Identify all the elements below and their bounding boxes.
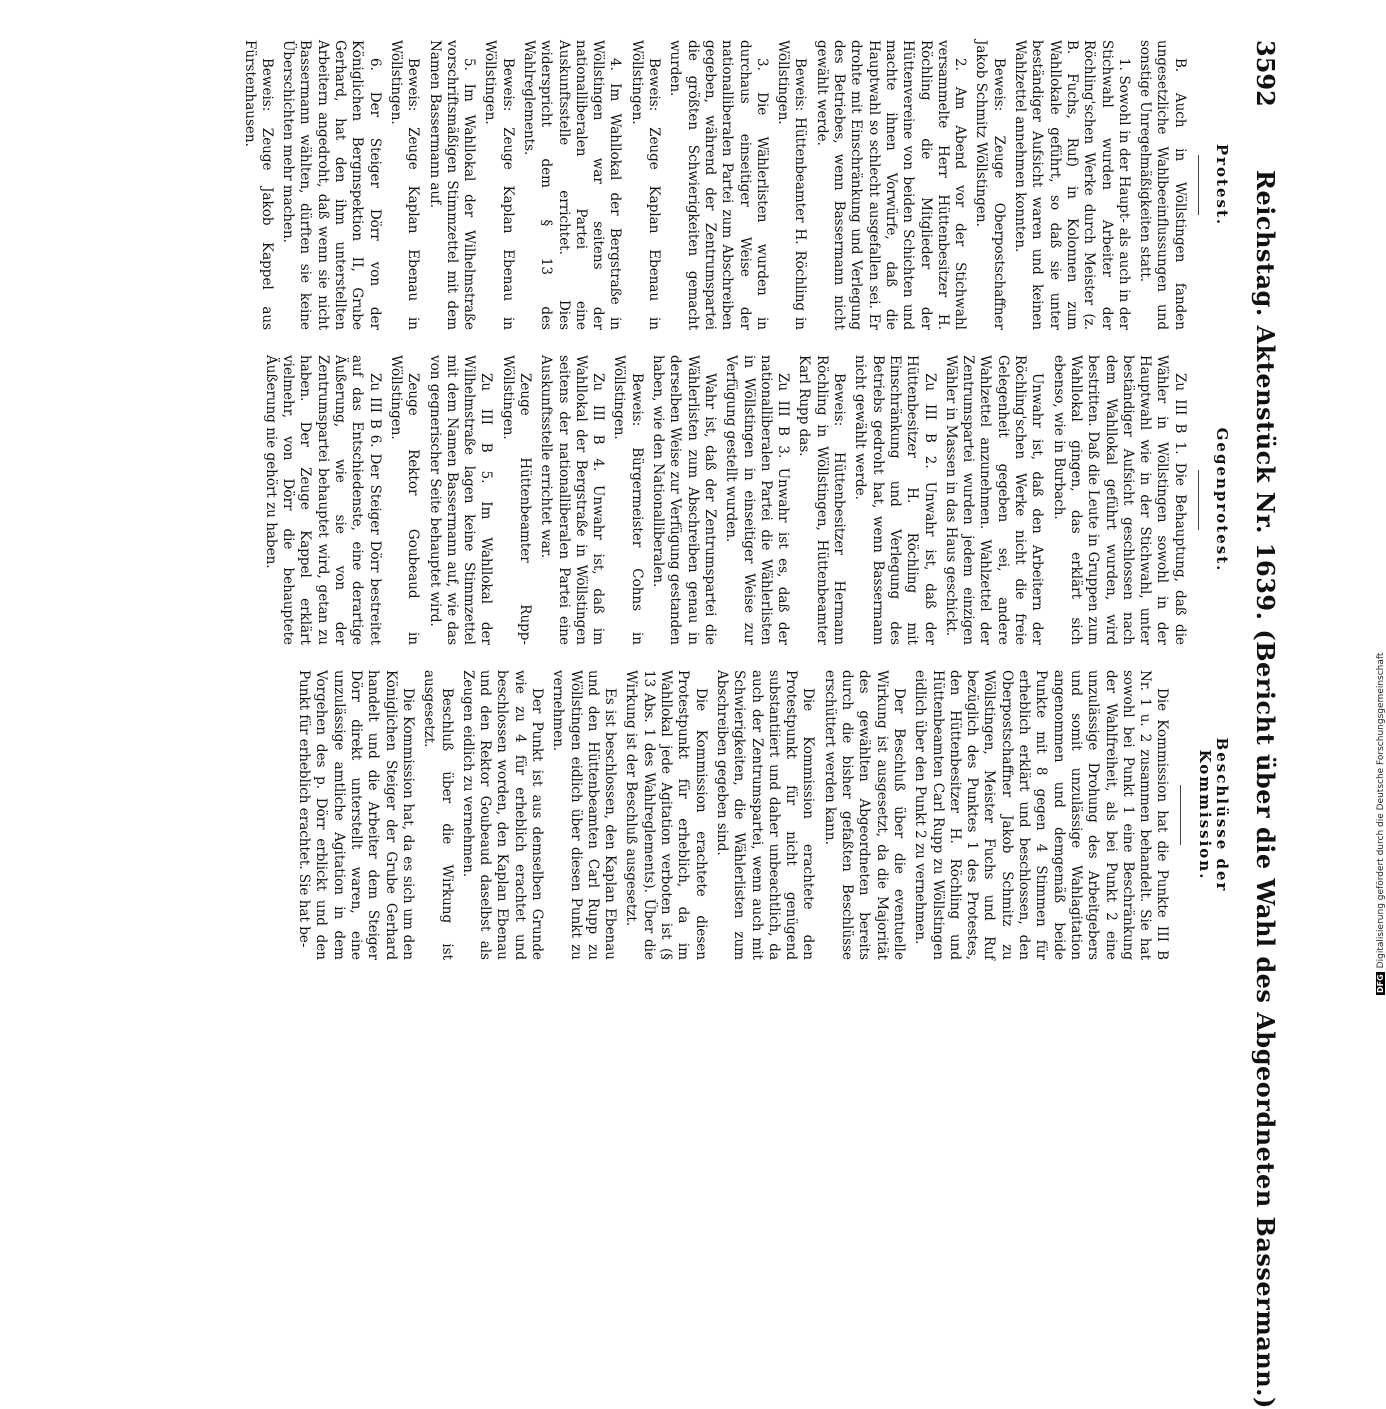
paragraph: Der Beschluß über die eventuelle Wirkung ist ausgesetzt, da die Majorität des gewählten Abgeordneten bereits durch die bisher gefaßten Beschlüsse erschüttert werden kann.: [821, 670, 907, 960]
dfg-logo: DFG: [1376, 974, 1385, 993]
paragraph: Die Kommission erachtete den Protestpunkt für nicht genügend substantiiert und daher unbeachtlich, da auch der Zentrumspartei, wenn auch mit Schwierigkeiten, die Wählerlisten zum Abschreiben gegeben sind.: [713, 670, 817, 960]
gegenprotest-body: [262, 355, 1188, 645]
protest-body: [240, 40, 1187, 330]
paragraph: Zu III B 5. Im Wahllokal der Wilhelmstraße lagen keine Stimmzettel mit dem Namen Bassermann auf, wie das von gegnerischer Seite behauptet wird.: [426, 355, 495, 645]
paragraph: Die Kommission erachtete diesen Protestpunkt für erheblich, da im Wahllokal jede Agitation verboten ist (§ 13 Abs. 1 des Wahlreglements). Über die Wirkung ist der Beschluß ausgesetzt.: [623, 670, 709, 960]
paragraph: Beweis: Zeuge Kaplan Ebenau in Wöllstingen.: [482, 40, 516, 330]
paragraph: Die Kommission hat, da es sich um den Königlichen Steiger der Grube Gerhard handelt und die Arbeiter dem Steiger Dörr direkt unterstellt waren, eine unzulässige amtliche Agitation in dem Vorgehen des p. Dörr erblickt und den Punkt für erheblich erachtet. Sie hat be-: [296, 670, 416, 960]
paragraph: Unwahr ist, daß den Arbeitern der Röchling'schen Werke nicht die freie Gelegenheit gegeben sei, andere Wahlzettel anzunehmen. Wahlzettel der Zentrumspartei wurden jedem einzigen Wähler in Massen in das Haus geschickt.: [942, 355, 1046, 645]
funding-footer: [1376, 653, 1386, 995]
paragraph: Zeuge Rektor Goubeaud in Wöllstingen.: [387, 355, 422, 645]
paragraph: Die Kommission hat die Punkte III B Nr. 1 u. 2 zusammen behandelt. Sie hat sowohl bei Punkt 1 eine Beschränkung der Wahlfreiheit, als bei Punkt 2 eine unzulässige Drohung des Arbeitgebers und somit unzulässige Wahlagitation angenommen und demgemäß beide Punkte mit 8 gegen 4 Stimmen für erheblich erklärt und beschlossen, den Oberpostschaffner Jakob Schmitz zu Wöllstingen, Meister Fuchs und Ruf bezüglich des Punktes 1 des Protestes, den Hüttenbesitzer H. Röchling und Hüttenbeamten Carl Rupp zu Wöllstingen eidlich über den Punkt 2 zu vernehmen.: [912, 670, 1171, 960]
paragraph: Beweis: Zeuge Oberpostschaffner Jakob Schmitz Wöllstingen.: [973, 40, 1007, 330]
paragraph: Es ist beschlossen, den Kaplan Ebenau und den Hüttenbeamten Carl Rupp zu Wöllstingen eidlich über diesen Punkt zu vernehmen.: [550, 670, 619, 960]
paragraph: Beweis: Bürgermeister Cohns in Wöllstingen.: [611, 355, 645, 645]
paragraph: Zu III B 1. Die Behauptung, daß die Wähler in Wöllstingen sowohl in der Hauptwahl wie in der Stichwahl, unter beständiger Aufsicht geschlossen nach dem Wahllokal geführt wurden, wird bestritten. Daß die Leute in Gruppen zum Wahllokal gingen, das erklärt sich ebenso, wie in Burbach.: [1050, 355, 1188, 645]
paragraph: Wahr ist, daß der Zentrumspartei die Wählerlisten zum Abschreiben genau in derselben Weise zur Verfügung gestanden haben, wie den Nationalliberalen.: [650, 355, 718, 645]
gegenprotest-column: [258, 355, 1230, 645]
paragraph: B. Auch in Wöllstingen fanden ungesetzliche Wahlbeeinflussungen und sonstige Unregelmäßigkeiten statt.: [1137, 40, 1188, 330]
heading-rule: [1198, 155, 1199, 215]
page-title: Reichstag. Aktenstück Nr. 1639. (Bericht über die Wahl des Abgeordneten Bassermann.): [1251, 170, 1280, 1409]
paragraph: 3. Die Wählerlisten wurden in durchaus einseitiger Weise der nationalliberalen Partei zum Abschreiben gegeben, während der Zentrumspartei die größten Schwierigkeiten gemacht wurden.: [667, 40, 770, 330]
paragraph: 4. Im Wahllokal der Bergstraße in Wöllstingen war seitens der nationalliberalen Partei eine Auskunftsstelle errichtet. Dies widerspricht dem § 13 des Wahlreglements.: [521, 40, 624, 330]
page-number: 3592: [1251, 40, 1280, 107]
paragraph: Zeuge Hüttenbeamter Rupp-Wöllstingen.: [499, 355, 534, 645]
protest-heading: Protest.: [1213, 143, 1231, 227]
heading-rule: [1198, 470, 1199, 530]
paragraph: Beweis: Hüttenbesitzer Hermann Röchling in Wöllstingen, Hüttenbeamter Karl Rupp das.: [796, 355, 848, 645]
paragraph: Zu III B 2. Unwahr ist, daß der Hüttenbesitzer H. Röchling mit Einschränkung und Verlegung des Betriebs gedroht hat, wenn Bassermann nicht gewählt werde.: [852, 355, 938, 645]
paragraph: Beweis: Zeuge Jakob Kappel aus Fürstenhausen.: [241, 40, 275, 330]
paragraph: 1. Sowohl in der Haupt- als auch in der Stichwahl wurden Arbeiter der Röchling'schen Werke durch Meister (z. B. Fuchs, Ruf) in Kolonnen zum Wahllokale geführt, so daß sie unter beständiger Aufsicht waren und keinen Wahlzettel annehmen konnten.: [1012, 40, 1132, 330]
paragraph: 2. Am Abend vor der Stichwahl versammelte Herr Hüttenbesitzer H. Röchling die Mitglieder der Hüttenvereine von beiden Schichten und machte ihnen Vorwürfe, daß die Hauptwahl so schlecht ausgefallen sei. Er drohte mit Einschränkung und Verlegung des Betriebes, wenn Bassermann nicht gewählt werde.: [813, 40, 969, 330]
paragraph: Beweis: Zeuge Kaplan Ebenau in Wöllstingen.: [387, 40, 422, 330]
paragraph: 5. Im Wahllokal der Wilhelmstraße vorschriftsmäßigen Stimmzettel mit dem Namen Bassermann auf.: [426, 40, 478, 330]
beschluesse-body: [295, 670, 1171, 960]
paragraph: Zu III B 3. Unwahr ist es, daß der nationalliberalen Partei die Wählerlisten in Wöllstingen in einseitiger Weise zur Verfügung gestellt wurden.: [723, 355, 792, 645]
beschluesse-heading: Beschlüsse der Kommission.: [1195, 737, 1231, 893]
protest-column: [236, 40, 1230, 330]
paragraph: Beschluß über die Wirkung ist ausgesetzt.: [421, 670, 455, 960]
beschluesse-column: [291, 670, 1230, 960]
paragraph: Der Punkt ist aus demselben Grunde wie zu 4 für erheblich erachtet und beschlossen worden, den Kaplan Ebenau und den Rektor Goubeaud daselbst als Zeugen eidlich zu vernehmen.: [459, 670, 546, 960]
paragraph: Zu III B 4. Unwahr ist, daß im Wahllokal der Bergstraße in Wöllstingen seitens der nationalliberalen Partei eine Auskunftsstelle errichtet war.: [538, 355, 607, 645]
paragraph: Zu III B 6. Der Steiger Dörr bestreitet auf das Entschiedenste, eine derartige Äußerung, wie sie von der Zentrumspartei behauptet wird, getan zu haben. Der Zeuge Kappel erklärt vielmehr, von Dörr die behauptete Äußerung nie gehört zu haben.: [262, 355, 383, 645]
funding-note: Digitalisierung gefördert durch die Deutsche Forschungsgemeinschaft: [1376, 652, 1386, 969]
heading-rule: [1180, 785, 1181, 845]
paragraph: Beweis: Hüttenbeamter H. Röchling in Wöllstingen.: [775, 40, 809, 330]
gegenprotest-heading: Gegenprotest.: [1213, 427, 1231, 573]
page-header: [1240, 40, 1280, 1409]
paragraph: 6. Der Steiger Dörr von der Königlichen Bergınspektion II, Grube Gerhard, hat den ihm unterstellten Arbeitern angedroht, daß wenn sie nicht Bassermann wählten, dürften sie keine Überschichten mehr machen.: [280, 40, 383, 330]
paragraph: Beweis: Zeuge Kaplan Ebenau in Wöllstingen.: [628, 40, 663, 330]
